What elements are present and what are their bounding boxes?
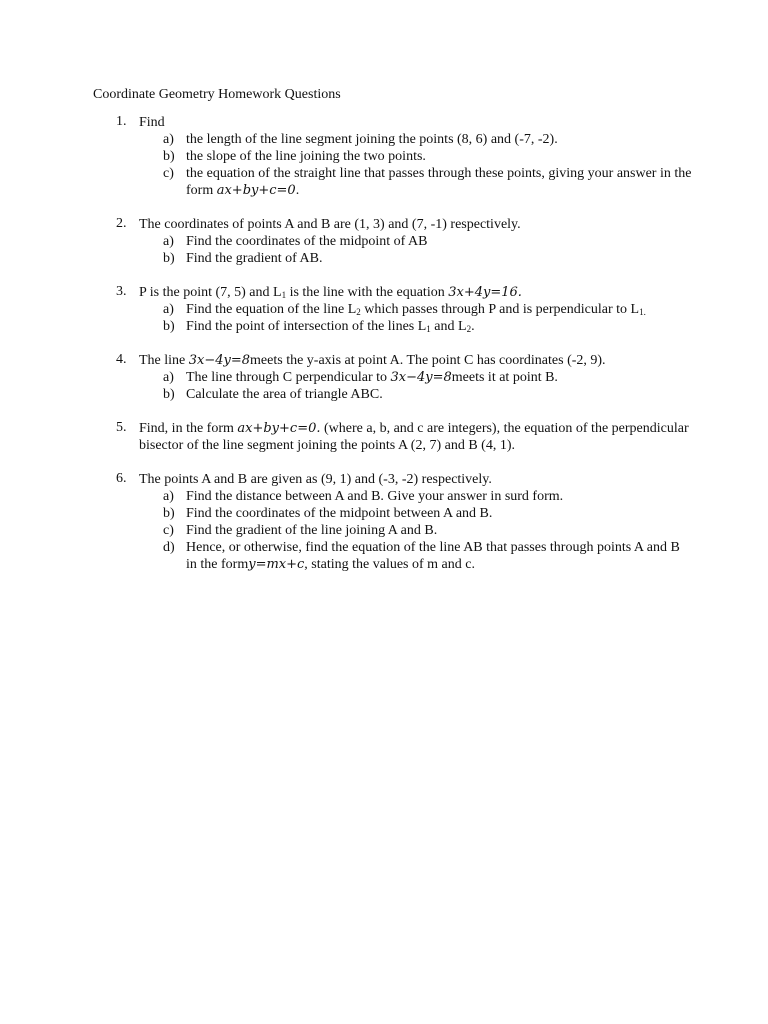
part-text: [186, 318, 693, 335]
part-text-segment: meets it at point B.: [451, 370, 558, 385]
part-text: Find the coordinates of the midpoint of AB: [186, 234, 428, 249]
math-expression: ax+by+c=0.: [237, 421, 321, 436]
question-text-segment: The line: [139, 353, 189, 368]
part-label: c): [163, 523, 174, 538]
question-number: 2.: [116, 216, 127, 231]
question-part: [163, 369, 693, 386]
question-6: [93, 471, 693, 573]
part-text-segment: Hence, or otherwise, find the equation of the line AB that passes through points A and B in the form: [186, 540, 680, 572]
part-text: Find the coordinates of the midpoint between A and B.: [186, 506, 493, 521]
question-text: The coordinates of points A and B are (1, 3) and (7, -1) respectively.: [139, 217, 521, 232]
part-text: [186, 539, 693, 573]
part-label: c): [163, 166, 174, 181]
question-text-segment: is the line with the equation: [286, 285, 449, 300]
question-part: [163, 250, 693, 267]
math-expression: ax+by+c=0: [216, 183, 296, 198]
question-part: [163, 131, 693, 148]
part-text-segment: Find the point of intersection of the lines L: [186, 319, 427, 334]
math-expression: 3x−4y=8: [390, 370, 452, 385]
question-part: [163, 233, 693, 250]
question-number: 6.: [116, 471, 127, 486]
question-part: [163, 539, 693, 573]
part-label: b): [163, 506, 175, 521]
part-text-segment: .: [295, 183, 300, 198]
question-parts: [163, 488, 693, 573]
question-part: [163, 148, 693, 165]
question-text: Find: [139, 115, 165, 130]
question-text: [139, 352, 693, 369]
subscript: 1.: [639, 307, 646, 317]
question-text: [139, 420, 693, 454]
part-text: Find the gradient of AB.: [186, 251, 323, 266]
subscript: 2: [466, 324, 472, 334]
question-parts: [163, 131, 693, 199]
math-expression: 3x−4y=8: [188, 353, 251, 368]
question-text: [139, 284, 693, 301]
part-text: [186, 165, 693, 199]
part-text-segment: Find the equation of the line L: [186, 302, 357, 317]
question-3: [93, 284, 693, 335]
part-text-segment: The line through C perpendicular to: [186, 370, 391, 385]
subscript: 1: [426, 324, 431, 334]
question-text-segment: meets the y-axis at point A. The point C has coordinates (-2, 9).: [250, 353, 606, 368]
part-label: a): [163, 234, 174, 249]
question-number: 4.: [116, 352, 127, 367]
question-parts: [163, 369, 693, 403]
math-expression: 3x+4y=16.: [448, 285, 522, 300]
part-text: Find the distance between A and B. Give your answer in surd form.: [186, 489, 564, 504]
document-title: Coordinate Geometry Homework Questions: [93, 87, 341, 102]
question-2: [93, 216, 693, 267]
part-label: d): [163, 540, 175, 555]
question-number: 3.: [116, 284, 127, 299]
question-1: [93, 114, 693, 199]
part-text: the length of the line segment joining the points (8, 6) and (-7, -2).: [186, 132, 558, 147]
question-part: [163, 318, 693, 335]
part-text-segment: the equation of the straight line that passes through these points, giving your answer in the form: [186, 166, 692, 198]
part-text: the slope of the line joining the two points.: [186, 149, 426, 164]
part-label: b): [163, 387, 175, 402]
question-part: [163, 488, 693, 505]
math-expression: y=mx+c: [248, 557, 305, 572]
question-4: [93, 352, 693, 403]
part-label: b): [163, 251, 175, 266]
part-text: Find the gradient of the line joining A and B.: [186, 523, 438, 538]
question-part: [163, 505, 693, 522]
question-part: [163, 165, 693, 199]
question-text-segment: (where a, b, and c are integers), the equation of the perpendicular bisector of the line segment joining the points A (2, 7) and B (4, 1).: [139, 421, 689, 453]
subscript: 1: [281, 290, 287, 300]
part-label: a): [163, 302, 174, 317]
question-number: 5.: [116, 420, 127, 435]
part-label: a): [163, 132, 174, 147]
question-5: [93, 420, 693, 454]
question-part: [163, 301, 693, 318]
part-text-segment: and L: [430, 319, 467, 334]
document-page: [93, 86, 693, 590]
part-text-segment: which passes through P and is perpendicular to L: [360, 302, 640, 317]
part-text-segment: , stating the values of m and c.: [304, 557, 475, 572]
question-parts: [163, 233, 693, 267]
part-text-segment: .: [471, 319, 475, 334]
part-label: a): [163, 370, 174, 385]
part-text: Calculate the area of triangle ABC.: [186, 387, 383, 402]
part-label: b): [163, 149, 175, 164]
part-label: a): [163, 489, 174, 504]
question-text-segment: Find, in the form: [139, 421, 238, 436]
question-parts: [163, 301, 693, 335]
part-label: b): [163, 319, 175, 334]
question-text: The points A and B are given as (9, 1) and (-3, -2) respectively.: [139, 472, 492, 487]
subscript: 2: [356, 307, 361, 317]
question-part: [163, 386, 693, 403]
part-text: [186, 369, 693, 386]
part-text: [186, 301, 693, 318]
question-text-segment: P is the point (7, 5) and L: [139, 285, 282, 300]
question-part: [163, 522, 693, 539]
question-number: 1.: [116, 114, 127, 129]
